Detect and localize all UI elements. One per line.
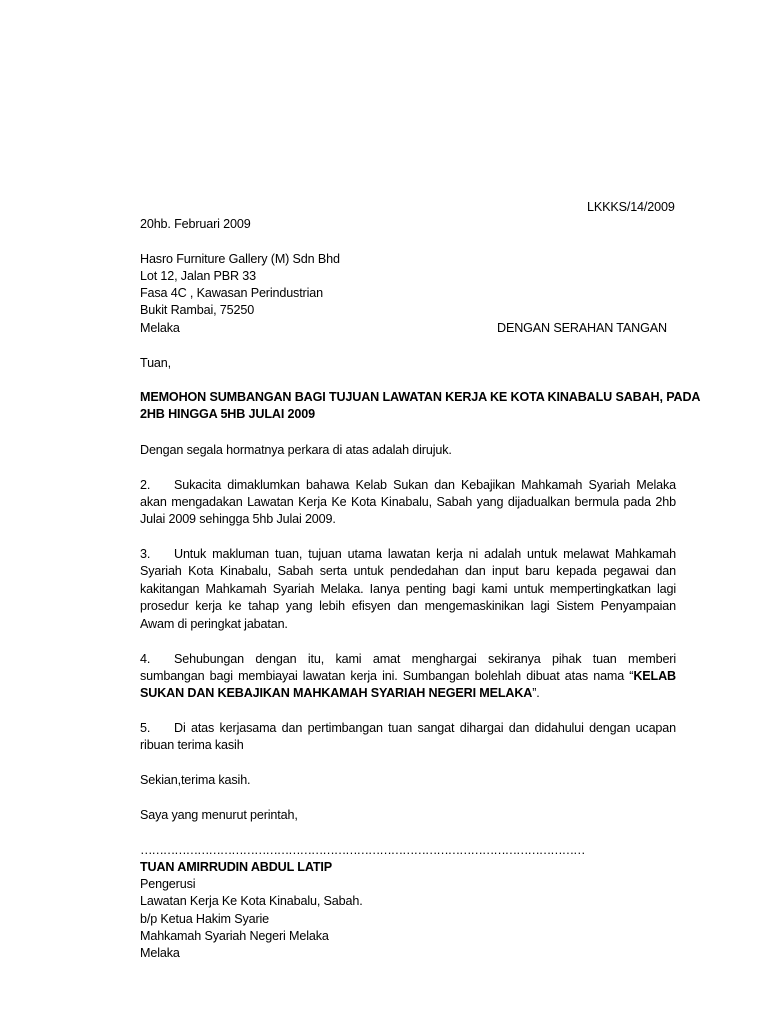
paragraph-line: kakitangan Mahkamah Syariah Melaka. Ianya penting bagi kami untuk mempertingkatkan lagi [140, 582, 676, 596]
signatory-line: Lawatan Kerja Ke Kota Kinabalu, Sabah. [140, 894, 363, 908]
paragraph-line: prosedur kerja ke tahap yang lebih efisyen dan mengemaskinikan lagi Sistem Penyampaian [140, 599, 676, 613]
paragraph-number: 5. [140, 721, 151, 735]
delivery-note: DENGAN SERAHAN TANGAN [497, 321, 667, 335]
paragraph-text: ”. [532, 686, 540, 700]
paragraph-text: Sukacita dimaklumkan bahawa Kelab Sukan dan Kebajikan Mahkamah Syariah Melaka [174, 478, 676, 492]
closing-remark: Sekian,terima kasih. [140, 773, 251, 787]
paragraph-text: sumbangan bagi membiayai lawatan kerja ini. Sumbangan bolehlah dibuat atas nama “ [140, 669, 634, 683]
letter-date: 20hb. Februari 2009 [140, 217, 251, 231]
subject-line: 2HB HINGGA 5HB JULAI 2009 [140, 407, 315, 421]
paragraph-number: 3. [140, 547, 151, 561]
paragraph-line [140, 477, 676, 493]
paragraph-text: Di atas kerjasama dan pertimbangan tuan sangat dihargai dan didahului dengan ucapan [174, 721, 676, 735]
paragraph-line [140, 720, 676, 736]
paragraph-line [140, 668, 676, 684]
signatory-name: TUAN AMIRRUDIN ABDUL LATIP [140, 860, 332, 874]
paragraph-line [140, 685, 540, 701]
paragraph-text: Sehubungan dengan itu, kami amat menghargai sekiranya pihak tuan memberi [174, 652, 676, 666]
paragraph-line [140, 546, 676, 562]
sign-off: Saya yang menurut perintah, [140, 808, 298, 822]
club-name-bold: KELAB [633, 669, 676, 683]
paragraph-line: akan mengadakan Lawatan Kerja Ke Kota Kinabalu, Sabah yang dijadualkan bermula pada 2hb [140, 495, 676, 509]
salutation: Tuan, [140, 356, 171, 370]
paragraph-line: Syariah Kota Kinabalu, Sabah serta untuk pendedahan dan input baru kepada pegawai dan [140, 564, 676, 578]
paragraph-number: 4. [140, 652, 151, 666]
paragraph-text: Untuk makluman tuan, tujuan utama lawatan kerja ni adalah untuk melawat Mahkamah [174, 547, 676, 561]
recipient-line: Melaka [140, 321, 180, 335]
recipient-line: Bukit Rambai, 75250 [140, 303, 255, 317]
signatory-line: b/p Ketua Hakim Syarie [140, 912, 269, 926]
opening-sentence: Dengan segala hormatnya perkara di atas adalah dirujuk. [140, 443, 452, 457]
signatory-title: Pengerusi [140, 877, 196, 891]
recipient-line: Hasro Furniture Gallery (M) Sdn Bhd [140, 252, 340, 266]
subject-line: MEMOHON SUMBANGAN BAGI TUJUAN LAWATAN KERJA KE KOTA KINABALU SABAH, PADA [140, 390, 701, 404]
recipient-line: Fasa 4C , Kawasan Perindustrian [140, 286, 323, 300]
signatory-line: Melaka [140, 946, 180, 960]
club-name-bold: SUKAN DAN KEBAJIKAN MAHKAMAH SYARIAH NEGERI MELAKA [140, 686, 533, 700]
signatory-line: Mahkamah Syariah Negeri Melaka [140, 929, 329, 943]
paragraph-line: Julai 2009 sehingga 5hb Julai 2009. [140, 512, 336, 526]
paragraph-number: 2. [140, 478, 151, 492]
recipient-line: Lot 12, Jalan PBR 33 [140, 269, 257, 283]
paragraph-line: ribuan terima kasih [140, 738, 244, 752]
signature-line: ……………………………………………………………………………………………………… [140, 843, 585, 857]
paragraph-line: Awam di peringkat jabatan. [140, 617, 288, 631]
paragraph-line [140, 651, 676, 667]
reference-number: LKKKS/14/2009 [587, 200, 675, 214]
